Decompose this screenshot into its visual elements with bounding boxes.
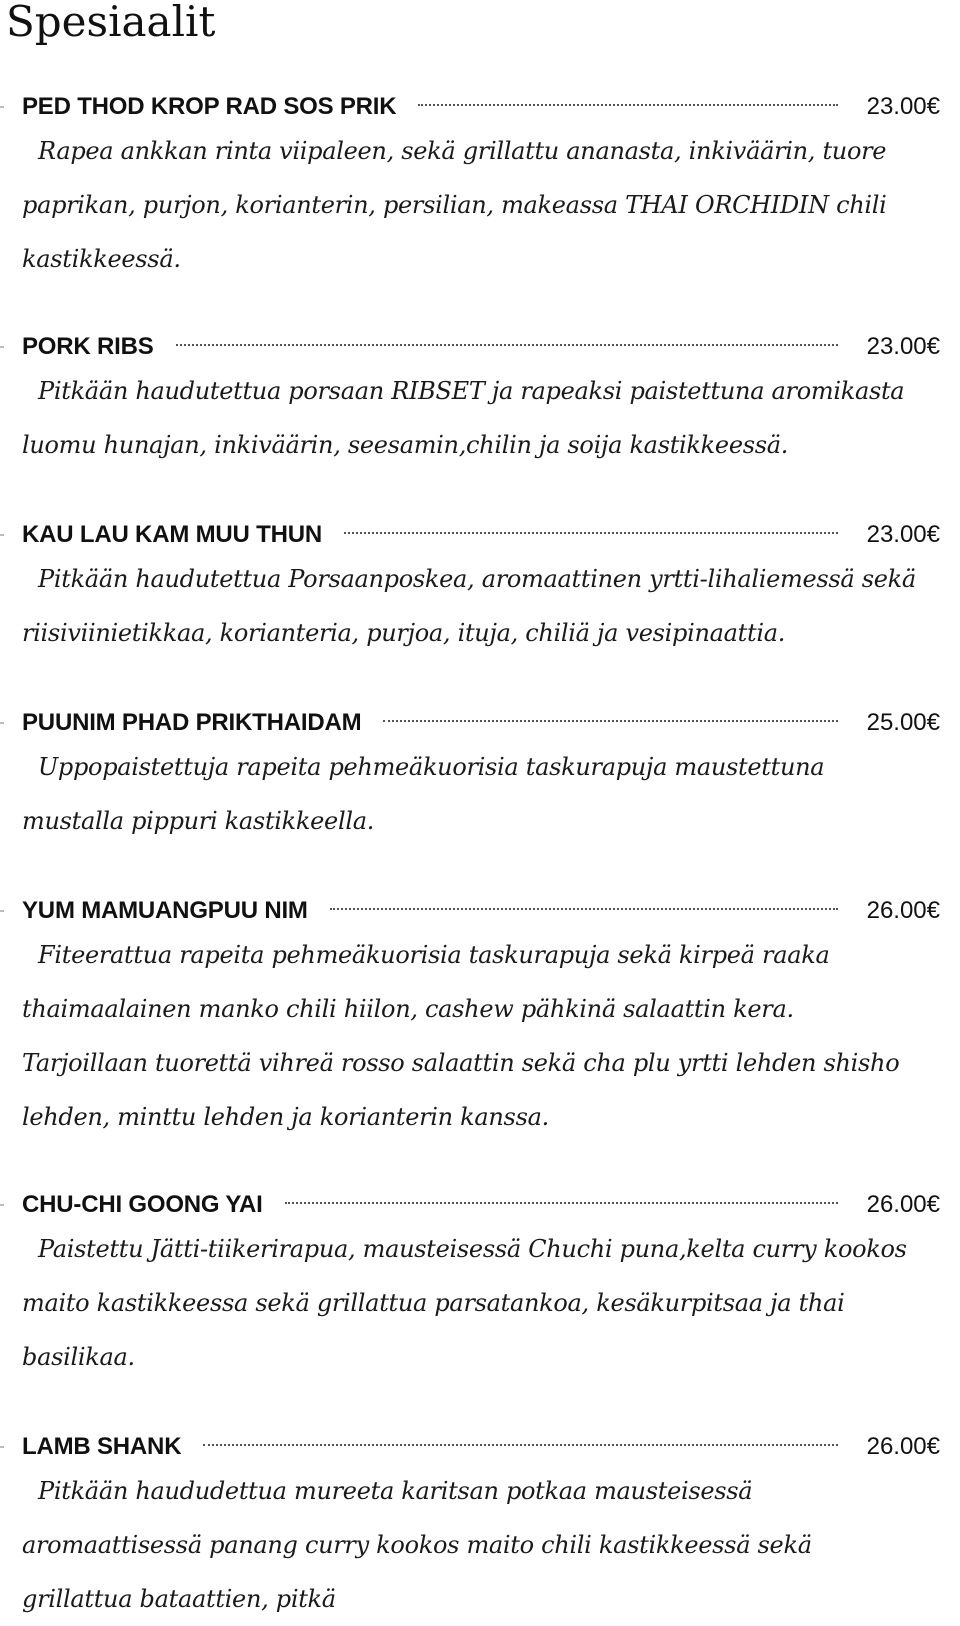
bullet-marker [0, 1446, 4, 1448]
bullet-marker [0, 1204, 4, 1206]
menu-item-description: Pitkään haudutettua porsaan RIBSET ja rapeaksi paistettuna aromikasta luomu hunajan, inkiväärin, seesamin,chilin ja soija kastikkeessä. [22, 377, 905, 459]
dotted-leader [330, 908, 838, 910]
menu-item-description: Pitkään haudutettua Porsaanposkea, aromaattinen yrtti-lihaliemessä sekä riisiviinietikkaa, korianteria, purjoa, ituja, chiliä ja vesipinaattia. [22, 565, 916, 647]
menu-item-header [22, 518, 940, 552]
menu-item-name: LAMB SHANK [22, 1433, 182, 1460]
menu-item-name: PED THOD KROP RAD SOS PRIK [22, 93, 397, 120]
menu-item-price: 23.00€ [866, 521, 940, 548]
bullet-marker [0, 910, 4, 912]
dotted-leader [285, 1202, 838, 1204]
menu-item [22, 90, 940, 286]
menu-item-description: Rapea ankkan rinta viipaleen, sekä grillattu ananasta, inkiväärin, tuore paprikan, purjon, korianterin, persilian, makeassa THAI ORCHIDIN chili kastikkeessä. [22, 137, 887, 273]
menu-item-price: 26.00€ [866, 1433, 940, 1460]
menu-item-description: Pitkään haududettua mureeta karitsan potkaa mausteisessä aromaattisessä panang curry kookos maito chili kastikkeessä sekä grillattua bataattien, pitkä [22, 1477, 812, 1613]
menu-item [22, 894, 940, 1144]
menu-item-header [22, 90, 940, 124]
menu-item-description: Paistettu Jätti-tiikerirapua, mausteisessä Chuchi puna,kelta curry kookos maito kastikkeessa sekä grillattua parsatankoa, kesäkurpitsaa ja thai basilikaa. [22, 1235, 907, 1371]
bullet-marker [0, 106, 4, 108]
bullet-marker [0, 346, 4, 348]
menu-item-price: 23.00€ [866, 333, 940, 360]
menu-item [22, 330, 940, 472]
menu-item-header [22, 1430, 940, 1464]
menu-item-price: 26.00€ [866, 897, 940, 924]
dotted-leader [383, 720, 838, 722]
bullet-marker [0, 534, 4, 536]
menu-item [22, 1430, 940, 1626]
dotted-leader [344, 532, 838, 534]
dotted-leader [418, 104, 838, 106]
bullet-marker [0, 722, 4, 724]
menu-item-price: 25.00€ [866, 709, 940, 736]
menu-item-description: Fiteerattua rapeita pehmeäkuorisia taskurapuja sekä kirpeä raaka thaimaalainen manko chili hiilon, cashew pähkinä salaattin kera. Tarjoillaan tuorettä vihreä rosso salaattin sekä cha plu yrtti lehden shisho lehden, minttu lehden ja korianterin kanssa. [22, 941, 900, 1131]
dotted-leader [176, 344, 838, 346]
menu-item-header [22, 706, 940, 740]
menu-item [22, 1188, 940, 1384]
menu-item [22, 518, 940, 660]
menu-item-name: YUM MAMUANGPUU NIM [22, 897, 308, 924]
menu-item-name: CHU-CHI GOONG YAI [22, 1191, 263, 1218]
menu-item-price: 23.00€ [866, 93, 940, 120]
page-title: Spesiaalit [6, 0, 216, 46]
menu-item-header [22, 1188, 940, 1222]
menu-item-name: PORK RIBS [22, 333, 154, 360]
menu-item-description: Uppopaistettuja rapeita pehmeäkuorisia taskurapuja maustettuna mustalla pippuri kastikkeella. [22, 753, 825, 835]
menu-item-price: 26.00€ [866, 1191, 940, 1218]
menu-item-header [22, 330, 940, 364]
menu-item-name: PUUNIM PHAD PRIKTHAIDAM [22, 709, 362, 736]
dotted-leader [203, 1444, 838, 1446]
menu-item-name: KAU LAU KAM MUU THUN [22, 521, 322, 548]
menu-item-header [22, 894, 940, 928]
menu-item [22, 706, 940, 848]
